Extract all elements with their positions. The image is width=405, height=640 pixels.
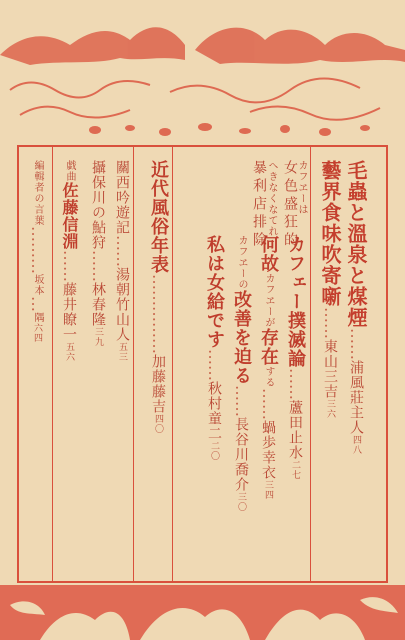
entry-title: 攝保川の鮎狩 xyxy=(90,160,106,250)
entry-page: 二〇 xyxy=(209,441,219,461)
entry-author: 藤井瞭一 xyxy=(61,282,77,342)
entry-title: 私は女給です xyxy=(204,235,225,349)
leader-dots: ……… xyxy=(28,226,47,274)
entry-title: 佐藤信淵 xyxy=(60,182,79,250)
entry-page: 二七 xyxy=(290,460,300,480)
toc-entry[interactable] xyxy=(342,160,371,455)
toc-entry[interactable] xyxy=(145,160,171,434)
slogan-text: カフヱーは xyxy=(296,160,307,215)
entry-page: 三〇 xyxy=(236,492,246,512)
entry-title: 毛蟲と溫泉と煤煙 xyxy=(344,160,368,328)
entry-author: 坂本 xyxy=(32,274,43,296)
entry-page: 四八 xyxy=(351,435,361,455)
entry-page: 三六 xyxy=(325,399,335,419)
entry-title: 何故 xyxy=(258,235,279,273)
leader-dots: …… xyxy=(347,328,366,360)
leader-dots: …… xyxy=(232,385,251,417)
slogan-text: 暴利店排除 xyxy=(251,160,267,250)
entry-title: 近代風俗年表 xyxy=(148,160,169,274)
entry-title: 改善を迫る xyxy=(231,290,252,385)
top-decoration xyxy=(0,0,405,150)
leader-dots: …… xyxy=(205,349,224,381)
entry-subtitle: カフヱーの xyxy=(236,235,247,290)
entry-author: 湯朝竹山人 xyxy=(114,267,130,342)
toc-entry[interactable] xyxy=(58,160,81,362)
entry-title: 關西吟遊記 xyxy=(114,160,130,235)
entry-page: 五六 xyxy=(64,342,74,362)
column-divider xyxy=(52,147,53,581)
leader-dots: … xyxy=(28,296,47,312)
toc-entry[interactable] xyxy=(255,235,281,500)
toc-entry[interactable] xyxy=(201,235,227,461)
entry-page: 六四 xyxy=(32,323,42,343)
entry-subtitle: カフヱーが xyxy=(263,273,274,328)
entry-author: 蘆田止水 xyxy=(287,400,303,460)
leader-dots: …… xyxy=(113,235,132,267)
entry-page: 四〇 xyxy=(153,414,163,434)
leader-dots: …………… xyxy=(149,274,168,354)
entry-author: 蝸歩幸衣 xyxy=(260,420,276,480)
toc-entry[interactable] xyxy=(228,235,254,512)
entry-author: 長谷川喬介 xyxy=(233,417,249,492)
toc-entry[interactable] xyxy=(112,160,132,362)
slogan-text: 女色盛狂的 xyxy=(282,160,298,250)
entry-page: 五三 xyxy=(117,342,127,362)
toc-entry[interactable] xyxy=(28,160,47,343)
column-divider xyxy=(172,147,173,581)
slogan-text: へきなくなてれ xyxy=(266,160,277,237)
bottom-decoration xyxy=(0,585,405,640)
entry-title: 藝界食味吹寄噺 xyxy=(318,160,342,307)
entry-subtitle: する xyxy=(263,366,274,388)
entry-title: 編輯者の言葉 xyxy=(32,160,43,226)
leader-dots: …… xyxy=(259,388,278,420)
toc-entry[interactable] xyxy=(316,160,345,419)
column-divider xyxy=(310,147,311,581)
leader-dots: …… xyxy=(89,250,108,282)
entry-title: 存在 xyxy=(258,328,279,366)
column-divider xyxy=(133,147,134,581)
entry-author: 東山三吉 xyxy=(322,339,338,399)
entry-author: 林春隆 xyxy=(90,282,106,327)
entry-author: 秋村童二 xyxy=(206,381,222,441)
entry-label: 隅 xyxy=(32,312,43,323)
entry-title: カフェー撲滅論 xyxy=(285,235,306,368)
toc-entry[interactable] xyxy=(282,235,308,480)
toc-entry[interactable] xyxy=(88,160,108,347)
leader-dots: …… xyxy=(60,250,79,282)
leader-dots: …… xyxy=(286,368,305,400)
entry-page: 三四 xyxy=(263,480,273,500)
entry-author: 加藤藤吉 xyxy=(150,354,166,414)
entry-author: 浦風莊主人 xyxy=(348,360,364,435)
entry-label: 戯曲 xyxy=(64,160,75,182)
leader-dots: …… xyxy=(321,307,340,339)
entry-page: 三九 xyxy=(93,327,103,347)
